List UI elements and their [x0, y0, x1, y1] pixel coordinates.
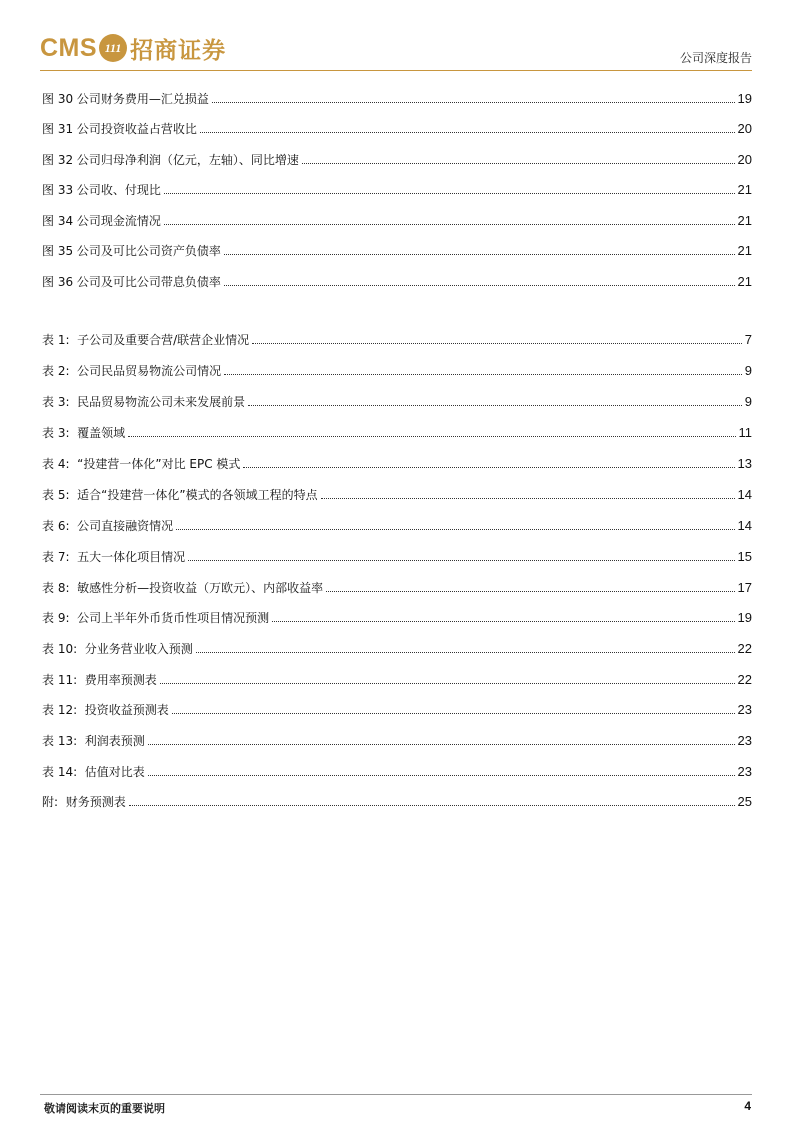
dot-leader: [129, 805, 735, 806]
toc-entry-page: 21: [737, 274, 752, 289]
toc-entry-label: 表 4: “投建营一体化”对比 EPC 模式: [42, 457, 241, 471]
toc-entry-label: 表 11: 费用率预测表: [42, 673, 157, 687]
dot-leader: [212, 102, 735, 103]
toc-entry-table12[interactable]: [42, 697, 752, 717]
dot-leader: [224, 285, 735, 286]
dot-leader: [148, 744, 735, 745]
toc-entry-table14[interactable]: [42, 759, 752, 779]
toc-entry-fig33[interactable]: [42, 177, 752, 197]
toc-entry-page: 23: [737, 702, 752, 717]
toc-entry-page: 21: [737, 182, 752, 197]
dot-leader: [200, 132, 735, 133]
toc-entry-table7[interactable]: [42, 544, 752, 564]
page-number: 4: [744, 1099, 751, 1113]
toc-entry-fig34[interactable]: [42, 208, 752, 228]
toc-entry-label: 表 13: 利润表预测: [42, 734, 145, 748]
dot-leader: [148, 775, 735, 776]
toc-entry-table10[interactable]: [42, 636, 752, 656]
toc-entry-page: 9: [744, 394, 752, 409]
toc-entry-label: 表 3: 民品贸易物流公司未来发展前景: [42, 395, 246, 409]
page-header: [40, 28, 752, 72]
dot-leader: [248, 405, 742, 406]
toc-entry-label: 表 3: 覆盖领域: [42, 426, 126, 440]
toc-entry-label: 表 7: 五大一体化项目情况: [42, 550, 186, 564]
toc-entry-page: 14: [737, 487, 752, 502]
dot-leader: [243, 467, 734, 468]
toc-entry-table5[interactable]: [42, 482, 752, 502]
toc-entry-label: 图 30 公司财务费用—汇兑损益: [42, 92, 209, 106]
dot-leader: [302, 163, 735, 164]
toc-entry-page: 7: [744, 332, 752, 347]
toc-entry-table2[interactable]: [42, 358, 752, 378]
toc-entry-label: 图 35 公司及可比公司资产负债率: [42, 244, 221, 258]
dot-leader: [252, 343, 742, 344]
report-type-label: 公司深度报告: [679, 51, 752, 65]
footer-divider: [40, 1094, 752, 1095]
toc-entry-label: 表 1: 子公司及重要合营/联营企业情况: [42, 333, 250, 347]
logo-badge-icon: 111: [99, 34, 127, 62]
toc-entry-label: 表 8: 敏感性分析—投资收益（万欧元）、内部收益率: [42, 581, 324, 595]
toc-entry-page: 21: [737, 213, 752, 228]
toc-entry-label: 图 32 公司归母净利润（亿元，左轴）、同比增速: [42, 153, 299, 167]
dot-leader: [188, 560, 734, 561]
toc-entry-page: 23: [737, 764, 752, 779]
toc-entry-label: 图 31 公司投资收益占营收比: [42, 122, 197, 136]
toc-entry-label: 表 10: 分业务营业收入预测: [42, 642, 193, 656]
toc-entry-page: 22: [737, 672, 752, 687]
toc-entry-label: 表 14: 估值对比表: [42, 765, 145, 779]
dot-leader: [224, 254, 735, 255]
toc-entry-page: 23: [737, 733, 752, 748]
toc-entry-label: 图 34 公司现金流情况: [42, 214, 161, 228]
dot-leader: [176, 529, 734, 530]
toc-entry-label: 表 2: 公司民品贸易物流公司情况: [42, 364, 222, 378]
toc-entry-fig31[interactable]: [42, 116, 752, 136]
toc-entry-label: 表 6: 公司直接融资情况: [42, 519, 174, 533]
toc-entry-page: 20: [737, 152, 752, 167]
dot-leader: [172, 713, 735, 714]
toc-entry-page: 11: [738, 425, 752, 440]
toc-entry-page: 14: [737, 518, 752, 533]
dot-leader: [321, 498, 735, 499]
dot-leader: [160, 683, 735, 684]
toc-entry-table11[interactable]: [42, 667, 752, 687]
dot-leader: [164, 193, 735, 194]
dot-leader: [196, 652, 735, 653]
cms-logo: [40, 28, 226, 68]
dot-leader: [326, 591, 734, 592]
toc-entry-table13[interactable]: [42, 728, 752, 748]
toc-entry-fig36[interactable]: [42, 269, 752, 289]
toc-entry-page: 21: [737, 243, 752, 258]
toc-entry-page: 22: [737, 641, 752, 656]
toc-entry-label: 图 36 公司及可比公司带息负债率: [42, 275, 221, 289]
toc-entry-label: 图 33 公司收、付现比: [42, 183, 161, 197]
toc-entry-table9[interactable]: [42, 605, 752, 625]
toc-entry-label: 表 5: 适合“投建营一体化”模式的各领域工程的特点: [42, 488, 318, 502]
toc-entry-label: 表 12: 投资收益预测表: [42, 703, 169, 717]
toc-entry-fig35[interactable]: [42, 238, 752, 258]
toc-entry-label: 表 9: 公司上半年外币货币性项目情况预测: [42, 611, 270, 625]
toc-entry-page: 20: [737, 121, 752, 136]
toc-entry-label: 附: 财务预测表: [42, 795, 126, 809]
footer-disclaimer: 敬请阅读末页的重要说明: [44, 1102, 165, 1115]
dot-leader: [128, 436, 735, 437]
dot-leader: [224, 374, 742, 375]
toc-entry-page: 19: [737, 610, 752, 625]
logo-latin-text: CMS: [40, 33, 98, 62]
toc-entry-page: 9: [744, 363, 752, 378]
toc-entry-table6[interactable]: [42, 513, 752, 533]
toc-entry-page: 17: [737, 580, 752, 595]
toc-entry-page: 13: [737, 456, 752, 471]
dot-leader: [164, 224, 735, 225]
header-divider: [40, 70, 752, 71]
toc-entry-table3[interactable]: [42, 389, 752, 409]
toc-entry-page: 15: [737, 549, 752, 564]
toc-entry-fig32[interactable]: [42, 147, 752, 167]
dot-leader: [272, 621, 734, 622]
toc-entry-table4[interactable]: [42, 451, 752, 471]
toc-entry-fig30[interactable]: [42, 86, 752, 106]
toc-entry-table8[interactable]: [42, 575, 752, 595]
toc-entry-page: 19: [737, 91, 752, 106]
toc-entry-table1[interactable]: [42, 327, 752, 347]
logo-chinese-text: 招商证券: [130, 36, 227, 64]
toc-entry-appendix[interactable]: [42, 789, 752, 809]
toc-entry-table3b[interactable]: [42, 420, 752, 440]
toc-entry-page: 25: [737, 794, 752, 809]
